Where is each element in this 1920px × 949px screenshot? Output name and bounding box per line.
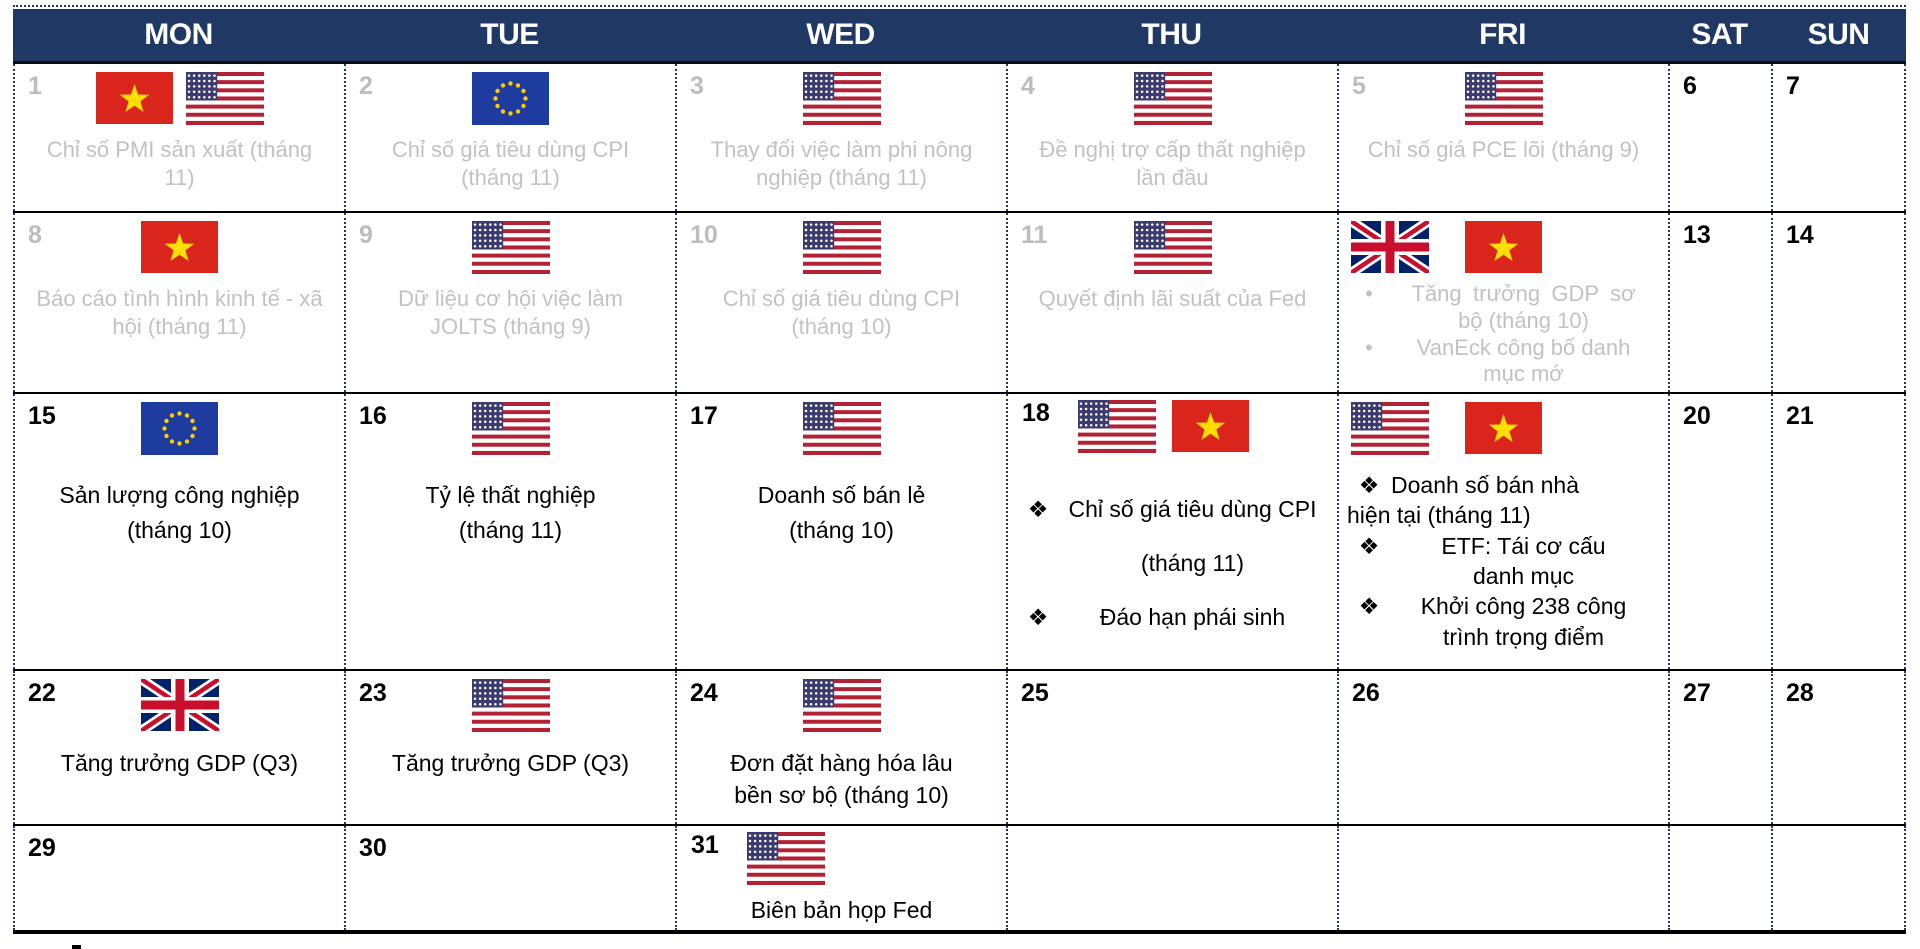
- event-text: Doanh số bán lẻ (tháng 10): [757, 482, 926, 543]
- us-flag-icon: [803, 402, 881, 455]
- day-cell-r5c4: [1006, 826, 1337, 930]
- day-number: 6: [1683, 72, 1697, 100]
- flags-row: [685, 70, 998, 126]
- event-text: ETF: Tái cơ cấu danh mục: [1441, 532, 1606, 590]
- flags-row: [1347, 219, 1660, 275]
- day-cell-27: [1668, 671, 1771, 824]
- day-cell-21: [1771, 394, 1906, 669]
- day-cell-30: [344, 826, 675, 930]
- events-list: [23, 747, 336, 779]
- day-header: [685, 832, 998, 888]
- eu-flag: [472, 72, 549, 125]
- event-text: Tăng trưởng GDP (Q3): [60, 750, 299, 776]
- events-list: [354, 747, 667, 779]
- vn-flag-icon: [96, 72, 173, 124]
- event-item: ❖ Doanh số bán nhà hiện tại (tháng 11): [1347, 472, 1579, 529]
- events-list: [1347, 281, 1660, 388]
- event-item: [1347, 531, 1660, 592]
- week-row-2: [13, 211, 1906, 392]
- header-sat: SAT: [1691, 18, 1748, 51]
- day-number: 26: [1352, 679, 1380, 707]
- day-cell-r5c7: [1771, 826, 1906, 930]
- event-text: Đề nghị trợ cấp thất nghiệp lần đầu: [1039, 137, 1306, 190]
- us-flag: [803, 221, 881, 274]
- event-text: Báo cáo tình hình kinh tế - xã hội (tháng 11): [36, 286, 323, 339]
- event-text: Biên bản họp Fed: [750, 897, 933, 923]
- eu-flag: [141, 402, 218, 455]
- vn-flag: [1465, 402, 1542, 454]
- diamond-bullet-icon: ❖: [1358, 532, 1380, 559]
- events-list: [1347, 470, 1660, 652]
- uk-flag-icon: [1351, 221, 1429, 273]
- day-cell-r3c5: [1337, 394, 1668, 669]
- event-text: Thay đổi việc làm phi nông nghiệp (tháng 11): [710, 137, 973, 190]
- day-number: 17: [690, 402, 718, 430]
- events-list: [685, 285, 998, 340]
- day-cell-22: [13, 671, 344, 824]
- day-number: 2: [359, 72, 373, 100]
- event-item: [1016, 482, 1329, 590]
- event-text: Quyết định lãi suất của Fed: [1038, 286, 1307, 311]
- day-cell-7: [1771, 64, 1906, 211]
- day-number: 24: [690, 679, 718, 707]
- us-flag-icon: [803, 221, 881, 274]
- events-list: [685, 478, 998, 547]
- events-list: [23, 136, 336, 191]
- uk-flag: [141, 679, 219, 731]
- weekday-header-row: [13, 9, 1906, 64]
- us-flag-icon: [472, 221, 550, 274]
- day-number: 18: [1022, 399, 1050, 427]
- day-cell-29: [13, 826, 344, 930]
- events-list: [354, 478, 667, 547]
- flags-row: [1347, 70, 1660, 126]
- us-flag-icon: [803, 679, 881, 732]
- event-text: Đáo hạn phái sinh: [1099, 604, 1286, 631]
- header-wed: WED: [806, 18, 875, 51]
- eu-flag-icon: [141, 402, 218, 455]
- day-number: 29: [28, 834, 56, 862]
- day-cell-24: [675, 671, 1006, 824]
- flags-row: [685, 400, 998, 456]
- day-cell-1: [13, 64, 344, 211]
- vn-flag: [96, 72, 173, 124]
- us-flag-icon: [1134, 72, 1212, 125]
- week-row-3: [13, 392, 1906, 669]
- us-flag: [472, 221, 550, 274]
- us-flag-icon: [1351, 402, 1429, 455]
- events-list: [685, 747, 998, 811]
- us-flag: [472, 679, 550, 732]
- day-number: 22: [28, 679, 56, 707]
- flags-row: [23, 677, 336, 733]
- us-flag-icon: [1134, 221, 1212, 274]
- day-cell-13: [1668, 213, 1771, 392]
- vn-flag: [1465, 221, 1542, 273]
- day-cell-26: [1337, 671, 1668, 824]
- event-text: VanEck công bố danh mục mớ: [1416, 334, 1631, 387]
- day-number: 16: [359, 402, 387, 430]
- us-flag: [186, 72, 264, 125]
- day-cell-r5c6: [1668, 826, 1771, 930]
- flags-row: [1016, 219, 1329, 275]
- header-fri: FRI: [1479, 18, 1526, 51]
- day-cell-20: [1668, 394, 1771, 669]
- us-flag-icon: [472, 679, 550, 732]
- day-cell-4: [1006, 64, 1337, 211]
- day-number: 28: [1786, 679, 1814, 707]
- day-number: 11: [1021, 221, 1048, 249]
- day-cell-25: [1006, 671, 1337, 824]
- day-cell-31: [675, 826, 1006, 930]
- day-number: 15: [28, 402, 56, 430]
- event-text: Chỉ số PMI sản xuất (tháng 11): [46, 137, 313, 190]
- day-number: 14: [1786, 221, 1814, 249]
- us-flag-icon: [186, 72, 264, 125]
- day-cell-23: [344, 671, 675, 824]
- us-flag: [803, 72, 881, 125]
- flags-row: [23, 219, 336, 275]
- event-text: Dữ liệu cơ hội việc làm JOLTS (tháng 9): [398, 286, 623, 339]
- vn-flag-icon: [1465, 221, 1542, 273]
- events-list: [1016, 285, 1329, 313]
- us-flag: [803, 679, 881, 732]
- event-text: Chỉ số giá PCE lõi (tháng 9): [1367, 137, 1640, 162]
- day-number: 30: [359, 834, 387, 862]
- header-sun: SUN: [1807, 18, 1870, 51]
- vn-flag: [141, 221, 218, 273]
- event-text: Tăng trưởng GDP (Q3): [391, 750, 630, 776]
- day-number: 25: [1021, 679, 1049, 707]
- flags-row: [354, 70, 667, 126]
- us-flag: [747, 832, 825, 885]
- us-flag: [1465, 72, 1543, 125]
- week-row-1: [13, 64, 1906, 211]
- header-mon: MON: [144, 18, 213, 51]
- us-flag: [803, 402, 881, 455]
- event-text: Đơn đặt hàng hóa lâu bền sơ bộ (tháng 10): [730, 750, 953, 809]
- day-number: 8: [28, 221, 42, 249]
- day-number: 9: [359, 221, 373, 249]
- day-number: 4: [1021, 72, 1035, 100]
- day-cell-10: [675, 213, 1006, 392]
- day-cell-3: [675, 64, 1006, 211]
- us-flag-icon: [472, 402, 550, 455]
- day-cell-5: [1337, 64, 1668, 211]
- dot-bullet-icon: •: [1365, 334, 1373, 360]
- event-text: Tăng trưởng GDP sơ bộ (tháng 10): [1411, 281, 1636, 333]
- us-flag-icon: [1078, 400, 1156, 453]
- events-list: [685, 136, 998, 191]
- day-cell-28: [1771, 671, 1906, 824]
- events-list: [685, 896, 998, 926]
- us-flag: [1134, 221, 1212, 274]
- event-text: Chỉ số giá tiêu dùng CPI (tháng 11): [1068, 496, 1317, 577]
- header-tue: TUE: [480, 18, 539, 51]
- day-number: 21: [1786, 402, 1814, 430]
- day-cell-6: [1668, 64, 1771, 211]
- flags-row: [354, 677, 667, 733]
- flags-row: [1347, 400, 1660, 456]
- day-number: 27: [1683, 679, 1711, 707]
- flags-row: [354, 400, 667, 456]
- day-number: 1: [28, 72, 42, 100]
- day-number: 3: [690, 72, 704, 100]
- us-flag: [1078, 400, 1156, 453]
- uk-flag-icon: [141, 679, 219, 731]
- day-header: [1016, 400, 1329, 456]
- day-number: 5: [1352, 72, 1366, 100]
- day-cell-8: [13, 213, 344, 392]
- us-flag: [1351, 402, 1429, 455]
- header-thu: THU: [1141, 18, 1202, 51]
- day-number: 13: [1683, 221, 1711, 249]
- event-text: Tỷ lệ thất nghiệp (tháng 11): [425, 482, 596, 543]
- day-cell-15: [13, 394, 344, 669]
- week-row-4: [13, 669, 1906, 824]
- day-cell-r2c5: [1337, 213, 1668, 392]
- flags-row: [1016, 70, 1329, 126]
- vn-flag: [1172, 400, 1249, 452]
- event-item: [1016, 590, 1329, 644]
- day-cell-9: [344, 213, 675, 392]
- vn-flag-icon: [141, 221, 218, 273]
- day-cell-18: [1006, 394, 1337, 669]
- day-number: 31: [691, 831, 719, 859]
- diamond-bullet-icon: ❖: [1027, 604, 1049, 631]
- flags-row: [685, 677, 998, 733]
- flags-row: [685, 219, 998, 275]
- event-text: Khởi công 238 công trình trọng điểm: [1420, 593, 1627, 650]
- day-cell-17: [675, 394, 1006, 669]
- flags-row: [23, 70, 336, 126]
- vn-flag-icon: [1172, 400, 1249, 452]
- day-cell-16: [344, 394, 675, 669]
- event-item: [1347, 591, 1660, 652]
- us-flag: [1134, 72, 1212, 125]
- us-flag: [472, 402, 550, 455]
- day-cell-2: [344, 64, 675, 211]
- uk-flag: [1351, 221, 1429, 273]
- event-text: Chỉ số giá tiêu dùng CPI (tháng 10): [722, 286, 961, 339]
- calendar-grid: [13, 5, 1906, 934]
- diamond-bullet-icon: ❖: [1358, 593, 1380, 620]
- dot-bullet-icon: •: [1365, 281, 1373, 306]
- event-item: [1347, 281, 1660, 335]
- flags-row: [354, 219, 667, 275]
- events-list: [354, 136, 667, 191]
- day-number: 7: [1786, 72, 1800, 100]
- eu-flag-icon: [472, 72, 549, 125]
- us-flag-icon: [747, 832, 825, 885]
- flags-row: [23, 400, 336, 456]
- day-cell-11: [1006, 213, 1337, 392]
- day-cell-14: [1771, 213, 1906, 392]
- vn-flag-icon: [1465, 402, 1542, 454]
- cutoff-text-artifact: [72, 945, 81, 949]
- week-row-5: [13, 824, 1906, 934]
- day-cell-r5c5: [1337, 826, 1668, 930]
- us-flag-icon: [803, 72, 881, 125]
- event-text: Chỉ số giá tiêu dùng CPI (tháng 11): [391, 137, 630, 190]
- day-number: 20: [1683, 402, 1711, 430]
- calendar-body: [13, 64, 1906, 934]
- events-list: [1016, 136, 1329, 191]
- events-list: [23, 478, 336, 547]
- day-number: 23: [359, 679, 387, 707]
- day-number: 10: [690, 221, 718, 249]
- event-text: Sản lượng công nghiệp (tháng 10): [59, 482, 300, 543]
- events-list: [23, 285, 336, 340]
- events-list: [1016, 482, 1329, 644]
- events-list: [1347, 136, 1660, 164]
- events-list: [354, 285, 667, 340]
- event-item: [1347, 335, 1660, 389]
- diamond-bullet-icon: ❖: [1358, 472, 1380, 498]
- diamond-bullet-icon: ❖: [1027, 496, 1049, 522]
- us-flag-icon: [1465, 72, 1543, 125]
